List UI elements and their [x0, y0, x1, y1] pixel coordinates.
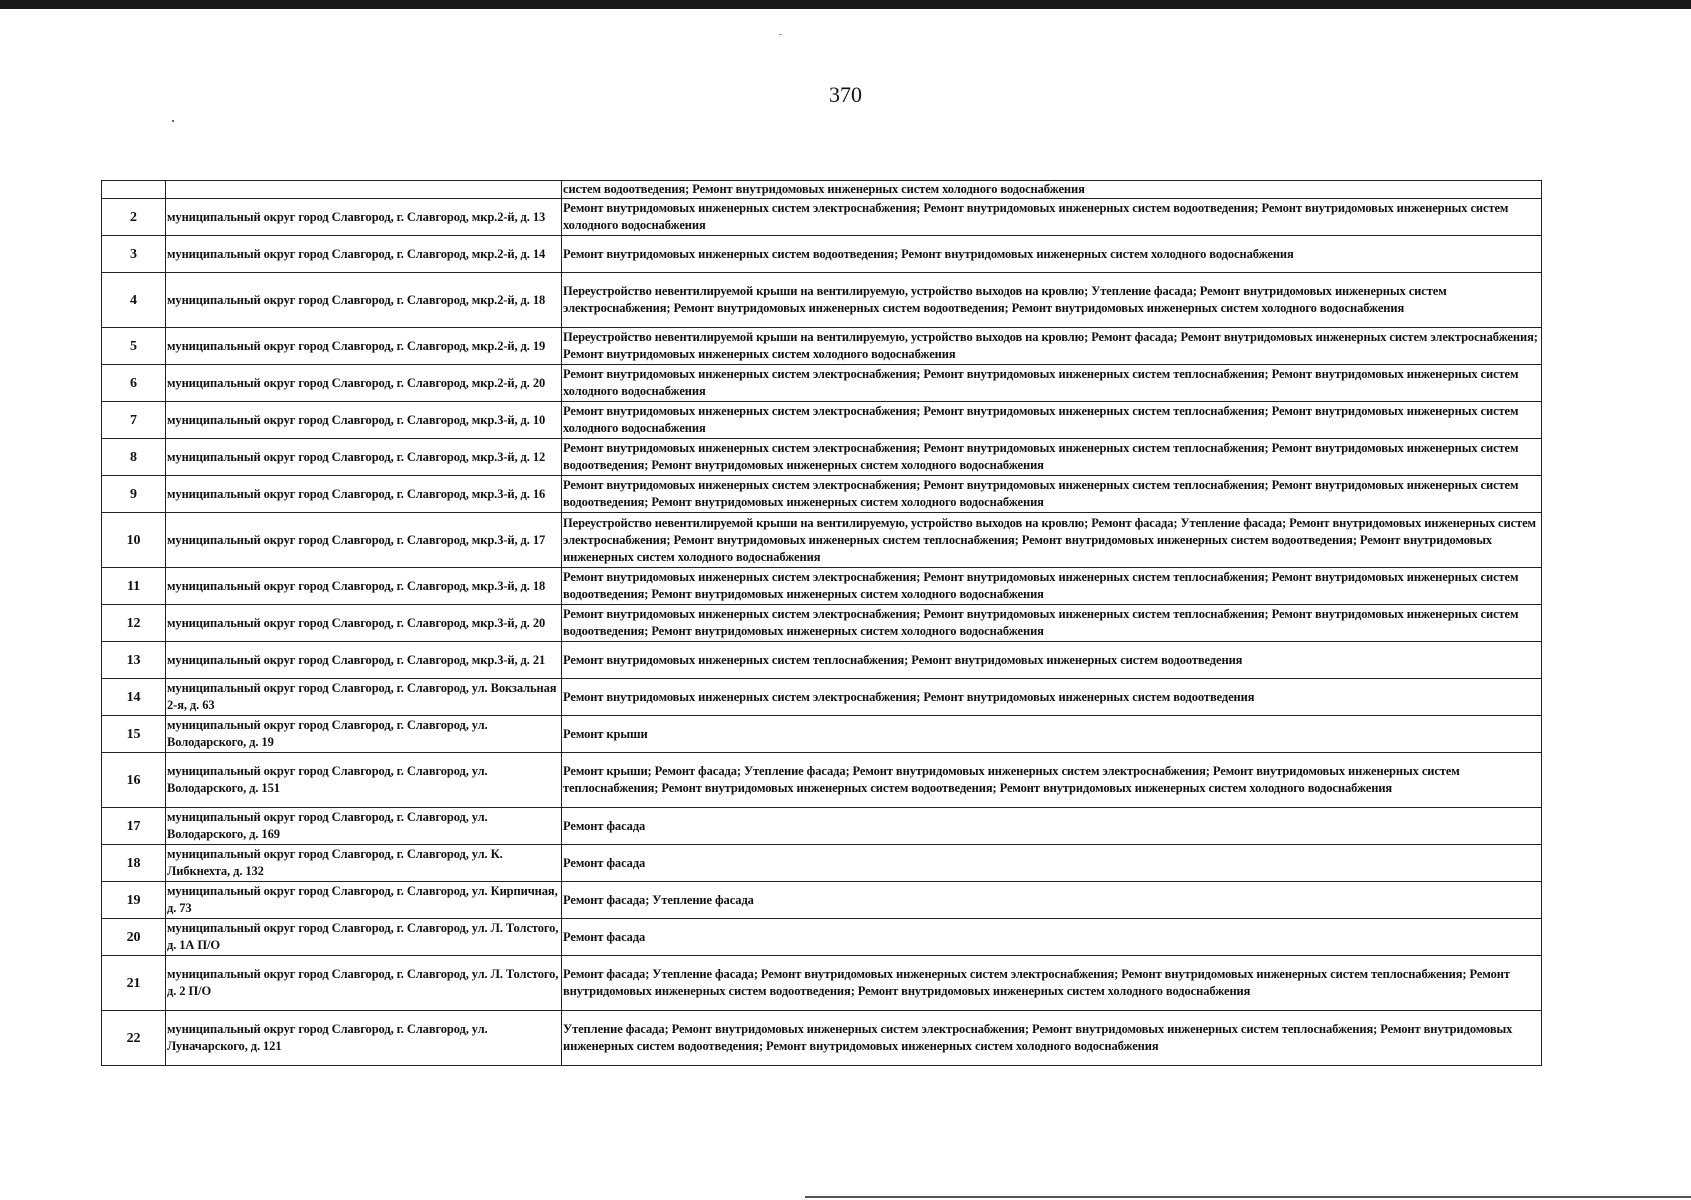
row-address: муниципальный округ город Славгород, г. Славгород, мкр.2-й, д. 18: [166, 273, 562, 328]
row-works: Ремонт внутридомовых инженерных систем электроснабжения; Ремонт внутридомовых инженерных систем теплоснабжения; Ремонт внутридомовых инженерных систем холодного водоснабжения: [562, 402, 1542, 439]
row-number: 14: [102, 679, 166, 716]
table-row: [102, 328, 1542, 365]
row-address: муниципальный округ город Славгород, г. Славгород, мкр.3-й, д. 17: [166, 513, 562, 568]
scan-speck: [172, 120, 174, 122]
row-number: 9: [102, 476, 166, 513]
row-number: 10: [102, 513, 166, 568]
row-works: Ремонт фасада; Утепление фасада: [562, 882, 1542, 919]
row-address: муниципальный округ город Славгород, г. Славгород, ул. Кирпичная, д. 73: [166, 882, 562, 919]
row-address: муниципальный округ город Славгород, г. Славгород, ул. Л. Толстого, д. 1А П/О: [166, 919, 562, 956]
row-number: 18: [102, 845, 166, 882]
table-row: [102, 642, 1542, 679]
row-number: 3: [102, 236, 166, 273]
row-works: Ремонт внутридомовых инженерных систем электроснабжения; Ремонт внутридомовых инженерных систем теплоснабжения; Ремонт внутридомовых инженерных систем водоотведения; Ремонт внутридомовых инженерных систем холодного водоснабжения: [562, 568, 1542, 605]
table-row: [102, 753, 1542, 808]
row-works: Переустройство невентилируемой крыши на вентилируемую, устройство выходов на кровлю; Утепление фасада; Ремонт внутридомовых инженерных систем электроснабжения; Ремонт внутридомовых инженерных систем водоотведения; Ремонт внутридомовых инженерных систем холодного водоснабжения: [562, 273, 1542, 328]
table-row: [102, 199, 1542, 236]
repair-works-table: [101, 180, 1542, 1066]
row-address: муниципальный округ город Славгород, г. Славгород, ул. Луначарского, д. 121: [166, 1011, 562, 1066]
row-address: муниципальный округ город Славгород, г. Славгород, мкр.3-й, д. 12: [166, 439, 562, 476]
row-number: 19: [102, 882, 166, 919]
row-works: Переустройство невентилируемой крыши на вентилируемую, устройство выходов на кровлю; Ремонт фасада; Утепление фасада; Ремонт внутридомовых инженерных систем электроснабжения; Ремонт внутридомовых инженерных систем теплоснабжения; Ремонт внутридомовых инженерных систем водоотведения; Ремонт внутридомовых инженерных систем холодного водоснабжения: [562, 513, 1542, 568]
table-row: [102, 236, 1542, 273]
row-works: Ремонт внутридомовых инженерных систем электроснабжения; Ремонт внутридомовых инженерных систем теплоснабжения; Ремонт внутридомовых инженерных систем водоотведения; Ремонт внутридомовых инженерных систем холодного водоснабжения: [562, 605, 1542, 642]
table-row: [102, 882, 1542, 919]
row-number: 20: [102, 919, 166, 956]
row-works: Ремонт внутридомовых инженерных систем теплоснабжения; Ремонт внутридомовых инженерных систем водоотведения: [562, 642, 1542, 679]
table-row: [102, 513, 1542, 568]
row-works: Переустройство невентилируемой крыши на вентилируемую, устройство выходов на кровлю; Ремонт фасада; Ремонт внутридомовых инженерных систем электроснабжения; Ремонт внутридомовых инженерных систем холодного водоснабжения: [562, 328, 1542, 365]
row-works: Ремонт крыши: [562, 716, 1542, 753]
row-works: Ремонт внутридомовых инженерных систем водоотведения; Ремонт внутридомовых инженерных систем холодного водоснабжения: [562, 236, 1542, 273]
table-row: [102, 273, 1542, 328]
row-number: [102, 181, 166, 199]
table-row: [102, 956, 1542, 1011]
row-address: муниципальный округ город Славгород, г. Славгород, мкр.2-й, д. 19: [166, 328, 562, 365]
row-number: 6: [102, 365, 166, 402]
table-row: [102, 808, 1542, 845]
row-works: Ремонт внутридомовых инженерных систем электроснабжения; Ремонт внутридомовых инженерных систем теплоснабжения; Ремонт внутридомовых инженерных систем водоотведения; Ремонт внутридомовых инженерных систем холодного водоснабжения: [562, 439, 1542, 476]
table-row: [102, 365, 1542, 402]
row-address: муниципальный округ город Славгород, г. Славгород, ул. Володарского, д. 19: [166, 716, 562, 753]
row-works: систем водоотведения; Ремонт внутридомовых инженерных систем холодного водоснабжения: [562, 181, 1542, 199]
row-address: муниципальный округ город Славгород, г. Славгород, мкр.3-й, д. 18: [166, 568, 562, 605]
row-number: 13: [102, 642, 166, 679]
row-address: муниципальный округ город Славгород, г. Славгород, ул. Володарского, д. 151: [166, 753, 562, 808]
row-address: муниципальный округ город Славгород, г. Славгород, мкр.3-й, д. 21: [166, 642, 562, 679]
row-address: муниципальный округ город Славгород, г. Славгород, мкр.2-й, д. 14: [166, 236, 562, 273]
row-works: Ремонт фасада: [562, 919, 1542, 956]
page-number: 370: [829, 82, 862, 107]
row-works: Ремонт фасада; Утепление фасада; Ремонт внутридомовых инженерных систем электроснабжения; Ремонт внутридомовых инженерных систем теплоснабжения; Ремонт внутридомовых инженерных систем водоотведения; Ремонт внутридомовых инженерных систем холодного водоснабжения: [562, 956, 1542, 1011]
row-number: 11: [102, 568, 166, 605]
row-number: 15: [102, 716, 166, 753]
row-address: муниципальный округ город Славгород, г. Славгород, мкр.3-й, д. 10: [166, 402, 562, 439]
table-row: [102, 605, 1542, 642]
row-number: 16: [102, 753, 166, 808]
table-row: [102, 439, 1542, 476]
table-row: [102, 181, 1542, 199]
row-works: Ремонт внутридомовых инженерных систем электроснабжения; Ремонт внутридомовых инженерных систем водоотведения; Ремонт внутридомовых инженерных систем холодного водоснабжения: [562, 199, 1542, 236]
row-number: 4: [102, 273, 166, 328]
row-address: муниципальный округ город Славгород, г. Славгород, мкр.2-й, д. 20: [166, 365, 562, 402]
row-works: Утепление фасада; Ремонт внутридомовых инженерных систем электроснабжения; Ремонт внутридомовых инженерных систем теплоснабжения; Ремонт внутридомовых инженерных систем водоотведения; Ремонт внутридомовых инженерных систем холодного водоснабжения: [562, 1011, 1542, 1066]
table-row: [102, 402, 1542, 439]
table-row: [102, 919, 1542, 956]
scan-top-border: [0, 0, 1691, 9]
row-address: муниципальный округ город Славгород, г. Славгород, ул. К. Либкнехта, д. 132: [166, 845, 562, 882]
row-number: 21: [102, 956, 166, 1011]
table-body: [102, 181, 1542, 1066]
row-works: Ремонт внутридомовых инженерных систем электроснабжения; Ремонт внутридомовых инженерных систем водоотведения: [562, 679, 1542, 716]
scan-bottom-edge: [805, 1196, 1691, 1198]
row-address: муниципальный округ город Славгород, г. Славгород, мкр.3-й, д. 20: [166, 605, 562, 642]
scan-speck: [779, 34, 782, 35]
table-row: [102, 845, 1542, 882]
row-address: [166, 181, 562, 199]
row-address: муниципальный округ город Славгород, г. Славгород, мкр.2-й, д. 13: [166, 199, 562, 236]
row-number: 22: [102, 1011, 166, 1066]
row-works: Ремонт внутридомовых инженерных систем электроснабжения; Ремонт внутридомовых инженерных систем теплоснабжения; Ремонт внутридомовых инженерных систем водоотведения; Ремонт внутридомовых инженерных систем холодного водоснабжения: [562, 476, 1542, 513]
row-number: 7: [102, 402, 166, 439]
table-row: [102, 568, 1542, 605]
row-works: Ремонт фасада: [562, 808, 1542, 845]
row-works: Ремонт крыши; Ремонт фасада; Утепление фасада; Ремонт внутридомовых инженерных систем электроснабжения; Ремонт внутридомовых инженерных систем теплоснабжения; Ремонт внутридомовых инженерных систем водоотведения; Ремонт внутридомовых инженерных систем холодного водоснабжения: [562, 753, 1542, 808]
row-number: 12: [102, 605, 166, 642]
row-number: 2: [102, 199, 166, 236]
table-row: [102, 476, 1542, 513]
row-works: Ремонт фасада: [562, 845, 1542, 882]
row-number: 17: [102, 808, 166, 845]
table-row: [102, 679, 1542, 716]
row-address: муниципальный округ город Славгород, г. Славгород, ул. Вокзальная 2-я, д. 63: [166, 679, 562, 716]
row-works: Ремонт внутридомовых инженерных систем электроснабжения; Ремонт внутридомовых инженерных систем теплоснабжения; Ремонт внутридомовых инженерных систем холодного водоснабжения: [562, 365, 1542, 402]
row-address: муниципальный округ город Славгород, г. Славгород, ул. Володарского, д. 169: [166, 808, 562, 845]
table-row: [102, 716, 1542, 753]
row-address: муниципальный округ город Славгород, г. Славгород, ул. Л. Толстого, д. 2 П/О: [166, 956, 562, 1011]
row-address: муниципальный округ город Славгород, г. Славгород, мкр.3-й, д. 16: [166, 476, 562, 513]
row-number: 5: [102, 328, 166, 365]
row-number: 8: [102, 439, 166, 476]
table-row: [102, 1011, 1542, 1066]
